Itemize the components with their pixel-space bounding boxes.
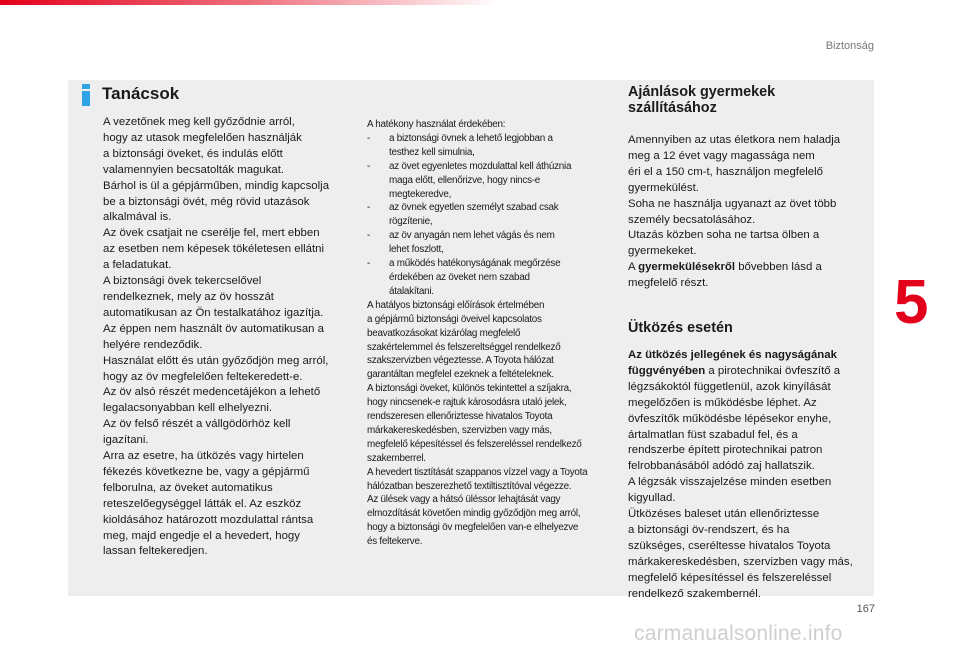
crash-bold-line-1: Az ütközés jellegének és nagyságának [628, 349, 837, 361]
tips-col1-line: Arra az esetre, ha ütközés vagy hirtelen [103, 450, 304, 463]
info-icon [80, 84, 92, 106]
list-item-text [389, 257, 607, 299]
list-item [367, 201, 607, 229]
tips-col1-line: Az öv felső részét a vállgödörhöz kell [103, 418, 291, 431]
crash-line: megfelelő képesítéssel és felszereléssel [628, 571, 832, 584]
tips-col1-line: hogy az öv megfelelően feltekeredett-e. [103, 370, 303, 383]
kids-title-line-2: szállításához [628, 100, 717, 116]
tips-col2-rest-line: beavatkozásokat kizárólag megfelelő [367, 327, 521, 339]
tips-col1-line: automatikusan az Ön testalkatához igazítja. [103, 306, 324, 319]
list-item-text [389, 201, 607, 229]
chapter-number: 5 [894, 268, 929, 337]
section-header: Biztonság [825, 40, 874, 52]
list-item [367, 257, 607, 299]
tips-col1-line: a biztonsági öveket, és indulás előtt [103, 147, 283, 160]
kids-bold-term: gyermekülésekről [638, 261, 736, 274]
tips-col1-line: Használat előtt és után győződjön meg arról, [103, 354, 329, 367]
list-item-line: a biztonsági övnek a lehető legjobban a [389, 132, 553, 144]
list-item-line: a működés hatékonyságának megőrzése [389, 258, 561, 270]
crash-title: Ütközés esetén [628, 320, 733, 336]
tips-col2-rest-line: garantáltan megfelel ezeknek a feltételeknek. [367, 369, 554, 381]
kids-title-line-1: Ajánlások gyermekek [628, 84, 776, 100]
tips-col2-rest-line: Az ülések vagy a hátsó üléssor lehajtását vagy [367, 494, 561, 506]
crash-line: megelőzően is működésbe léphet. Az [628, 396, 817, 409]
kids-line: Soha ne használja ugyanazt az övet több [628, 197, 837, 210]
list-item [367, 160, 607, 202]
crash-line: rendelkező szakembernél. [628, 587, 761, 600]
tips-title: Tanácsok [102, 84, 180, 103]
tips-col1-line: fékezés következne be, vagy a gépjármű [103, 465, 310, 478]
crash-body [628, 348, 870, 603]
crash-line-2: függvényében a pirotechnikai övfeszítő a [628, 364, 841, 377]
tips-col1-line: A vezetőnek meg kell győződnie arról, [103, 116, 295, 128]
tips-col2-rest-line: elmozdítását követően mindig győződjön meg arról, [367, 508, 581, 520]
tips-col1-line: legalacsonyabban kell elhelyezni. [103, 402, 273, 415]
tips-col1-line: alkalmával is. [103, 211, 172, 224]
tips-col1-line: Bárhol is ül a gépjárműben, mindig kapcsolja [103, 179, 330, 192]
tips-col2-rest-line: hálózatban beszerezhető textiltisztítóval végezze. [367, 480, 572, 492]
list-item-text [389, 160, 607, 202]
crash-line: felrobbanásából adódó zaj hallatszik. [628, 460, 815, 473]
tips-col2-rest-line: hogy nincsenek-e rajtuk károsodásra utaló jelek, [367, 397, 567, 409]
tips-col1-line: meg, majd engedje el a hevedert, hogy [103, 529, 300, 542]
list-item-line: átalakítani. [389, 285, 434, 297]
list-item-text [389, 132, 607, 160]
kids-section [628, 84, 868, 292]
tips-col2-list [367, 132, 607, 299]
kids-line: gyermekülést. [628, 181, 699, 194]
tips-col2-rest-line: A biztonsági öveket, különös tekintettel a szíjakra, [367, 383, 572, 395]
watermark: carmanualsonline.info [634, 622, 843, 645]
crash-line: ártalmatlan füst szabadul fel, és a [628, 428, 798, 441]
list-item [367, 229, 607, 257]
tips-column-1 [103, 115, 353, 560]
tips-col1-line: felborulna, az öveket automatikus [103, 481, 273, 494]
crash-line: márkakereskedésben, szervizben vagy más, [628, 555, 853, 568]
list-item-line: lehet foszlott, [389, 244, 444, 256]
tips-col2-intro: A hatékony használat érdekében: [367, 119, 506, 130]
tips-col1-line: Az éppen nem használt öv automatikusan a [103, 322, 324, 335]
crash-line: szükséges, cseréltesse hivatalos Toyota [628, 539, 831, 552]
list-bullet: - [367, 202, 371, 214]
list-bullet: - [367, 132, 371, 144]
tips-col1-line: az esetben nem képesek tökéletesen ellátni [103, 243, 324, 256]
kids-line: személy becsatolásához. [628, 213, 756, 226]
list-item-line: az övet egyenletes mozdulattal kell áthúznia [389, 160, 572, 172]
tips-col1-line: A biztonsági övek tekercselővel [103, 275, 262, 288]
tips-col1-line: rendelkeznek, mely az öv hosszát [103, 290, 274, 303]
kids-line: Amennyiben az utas életkora nem haladja [628, 134, 841, 146]
list-bullet: - [367, 230, 371, 242]
tips-col1-line: a feladatukat. [103, 259, 172, 272]
tips-col2-rest-line: és feltekerve. [367, 536, 423, 548]
tips-col1-line: valamennyien becsatolták magukat. [103, 163, 285, 176]
tips-col2-rest-line: a gépjármű biztonsági öveivel kapcsolatos [367, 313, 542, 325]
crash-line: a biztonsági öv-rendszert, és ha [628, 523, 790, 536]
tips-col1-line: kioldásához határozott mozdulattal rántsa [103, 513, 314, 526]
top-accent-bar [0, 0, 500, 5]
crash-line: övfeszítők működésbe lépésekor enyhe, [628, 412, 832, 425]
list-item [367, 132, 607, 160]
tips-column-2 [367, 118, 607, 549]
kids-last-line-2: megfelelő részt. [628, 277, 709, 290]
tips-col1-line: reteszelőegységgel látták el. Az eszköz [103, 497, 302, 510]
tips-col2-rest-line: rendszeresen ellenőriztesse hivatalos Toyota [367, 411, 553, 423]
crash-line: Ütközéses baleset után ellenőriztesse [628, 508, 820, 521]
list-item-line: az övnek egyetlen személyt szabad csak [389, 202, 559, 214]
tips-col2-rest [367, 299, 607, 549]
list-item-line: rögzítenie, [389, 216, 433, 228]
kids-line: gyermekeket. [628, 245, 697, 258]
list-bullet: - [367, 258, 371, 270]
tips-col1-line: igazítani. [103, 434, 149, 447]
tips-col1-line: helyére rendeződik. [103, 338, 203, 351]
tips-col1-line: be a biztonsági övét, még rövid utazások [103, 195, 310, 208]
page-number: 167 [856, 603, 875, 615]
tips-col2-rest-line: szakemberrel. [367, 452, 426, 464]
list-item-line: érdekében az öveket nem szabad [389, 271, 530, 283]
crash-line: rendszerbe épített pirotechnikai patron [628, 444, 823, 457]
kids-line: Utazás közben soha ne tartsa ölben a [628, 229, 820, 242]
list-item-line: maga előtt, ellenőrizve, hogy nincs-e [389, 174, 541, 186]
tips-col2-rest-line: hogy a biztonsági öv megfelelően van-e elhelyezve [367, 522, 579, 534]
kids-line: meg a 12 évet vagy magassága nem [628, 149, 815, 162]
kids-line: éri el a 150 cm-t, használjon megfelelő [628, 165, 824, 178]
crash-line: kigyullad. [628, 492, 676, 505]
list-bullet: - [367, 160, 371, 172]
crash-line: A légzsák visszajelzése minden esetben [628, 476, 832, 489]
kids-title [628, 84, 868, 116]
tips-col2-rest-line: márkakereskedésben, szervizben vagy más, [367, 424, 552, 436]
tips-col2-rest-line: szakértelemmel és felszereltséggel rendelkező [367, 341, 561, 353]
tips-col1-line: Az öv alsó részét medencetájékon a lehető [103, 386, 321, 399]
list-item-line: megtekeredve, [389, 188, 452, 200]
tips-col2-rest-line: A hatályos biztonsági előírások értelmében [367, 299, 545, 311]
list-item-line: az öv anyagán nem lehet vágás és nem [389, 230, 555, 242]
tips-col2-rest-line: A hevedert tisztítását szappanos vízzel vagy a Toyota [367, 466, 588, 478]
tips-col1-line: lassan feltekeredjen. [103, 545, 208, 558]
list-item-line: testhez kell simulnia, [389, 146, 475, 158]
list-item-text [389, 229, 607, 257]
kids-body [628, 133, 868, 292]
tips-col2-rest-line: megfelelő képesítéssel és felszereléssel rendelkező [367, 438, 582, 450]
kids-last-line: A gyermekülésekről bővebben lásd a [628, 261, 822, 274]
tips-col1-line: Az övek csatjait ne cserélje fel, mert ebben [103, 227, 320, 240]
crash-line: légzsákoktól függetlenül, azok kinyílását [628, 380, 831, 393]
tips-col1-line: hogy az utasok megfelelően használják [103, 131, 302, 144]
tips-col2-rest-line: szakszervizben végeztesse. A Toyota hálózat [367, 355, 554, 367]
